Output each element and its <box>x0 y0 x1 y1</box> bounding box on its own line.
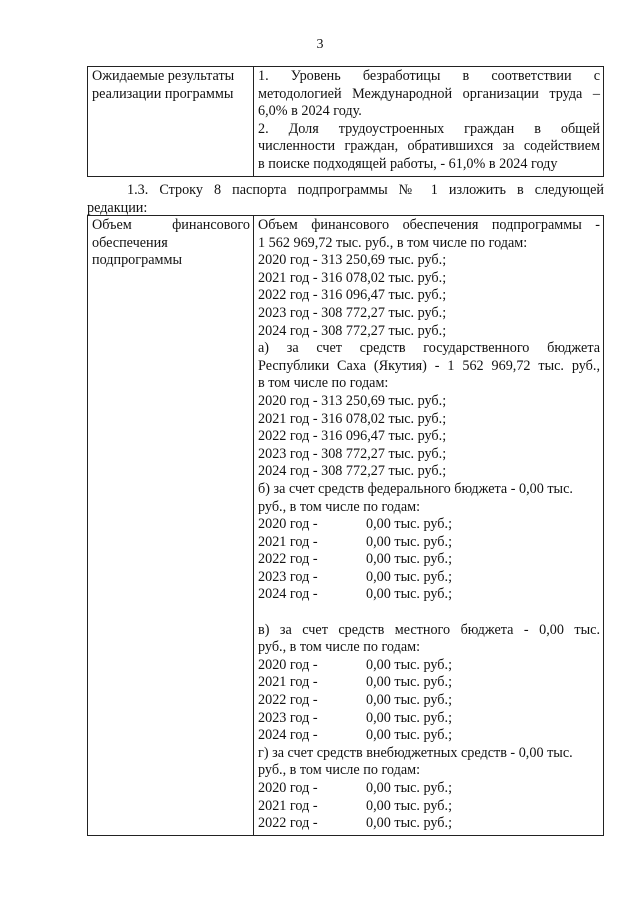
text-line: 1. Уровень безработицы в соответствии с <box>258 68 600 84</box>
year-label: 2021 год - <box>258 797 318 814</box>
year-row <box>258 798 600 816</box>
paragraph-line: редакции: <box>87 199 148 216</box>
year-row <box>258 586 600 604</box>
year-value: 0,00 тыс. руб.; <box>366 516 453 533</box>
row-label: Ожидаемые результаты реализации программы <box>88 67 254 177</box>
year-line: 2020 год - 313 250,69 тыс. руб.; <box>258 252 447 269</box>
section-heading: Республики Саха (Якутия) - 1 562 969,72 тыс. руб., <box>258 357 600 374</box>
amendment-paragraph <box>87 182 604 217</box>
text-line: 6,0% в 2024 году. <box>258 103 362 120</box>
year-row <box>258 692 600 710</box>
year-value: 0,00 тыс. руб.; <box>366 797 453 814</box>
section-heading: б) за счет средств федерального бюджета - 0,00 тыс. <box>258 480 573 497</box>
year-value: 0,00 тыс. руб.; <box>366 674 453 691</box>
results-table <box>87 66 604 177</box>
year-line: 2024 год - 308 772,27 тыс. руб.; <box>258 463 447 480</box>
text-line: в поиске подходящей работы, - 61,0% в 2024 году <box>258 155 558 172</box>
year-value: 0,00 тыс. руб.; <box>366 551 453 568</box>
paragraph-line: 1.3. Строку 8 паспорта подпрограммы № 1 изложить в следующей <box>127 182 604 198</box>
section-heading: руб., в том числе по годам: <box>258 498 421 515</box>
year-value: 0,00 тыс. руб.; <box>366 692 453 709</box>
year-line: 2020 год - 313 250,69 тыс. руб.; <box>258 392 447 409</box>
blank-line <box>258 604 600 622</box>
year-row <box>258 674 600 692</box>
page-number: 3 <box>316 37 324 52</box>
table-row <box>88 216 604 836</box>
year-line: 2024 год - 308 772,27 тыс. руб.; <box>258 322 447 339</box>
label-line: Объем финансового <box>92 217 250 233</box>
section-heading: в) за счет средств местного бюджета - 0,00 тыс. <box>258 621 600 638</box>
year-label: 2021 год - <box>258 674 318 691</box>
year-label: 2020 год - <box>258 516 318 533</box>
year-line: 2023 год - 308 772,27 тыс. руб.; <box>258 304 447 321</box>
year-line: 2022 год - 316 096,47 тыс. руб.; <box>258 287 447 304</box>
year-label: 2024 год - <box>258 586 318 603</box>
year-row <box>258 780 600 798</box>
text-line: 2. Доля трудоустроенных граждан в общей <box>258 120 600 137</box>
year-line: 2022 год - 316 096,47 тыс. руб.; <box>258 428 447 445</box>
row-label <box>88 216 254 836</box>
year-value: 0,00 тыс. руб.; <box>366 533 453 550</box>
year-label: 2024 год - <box>258 727 318 744</box>
text-line: численности граждан, обратившихся за содействием <box>258 138 600 155</box>
year-row <box>258 551 600 569</box>
text-line: методологией Международной организации труда – <box>258 85 600 102</box>
year-label: 2022 год - <box>258 692 318 709</box>
year-label: 2021 год - <box>258 533 318 550</box>
year-label: 2020 год - <box>258 780 318 796</box>
year-value: 0,00 тыс. руб.; <box>366 709 453 726</box>
label-line: обеспечения <box>92 234 168 251</box>
label-line: подпрограммы <box>92 252 182 269</box>
section-heading: руб., в том числе по годам: <box>258 762 421 779</box>
section-heading: г) за счет средств внебюджетных средств - 0,00 тыс. <box>258 744 573 761</box>
text-line: Объем финансового обеспечения подпрограммы - <box>258 217 600 233</box>
year-row <box>258 727 600 745</box>
row-content <box>254 216 604 836</box>
financing-table <box>87 215 604 836</box>
year-label: 2022 год - <box>258 815 318 832</box>
year-line: 2021 год - 316 078,02 тыс. руб.; <box>258 410 447 427</box>
year-label: 2022 год - <box>258 551 318 568</box>
year-value: 0,00 тыс. руб.; <box>366 656 453 673</box>
year-label: 2023 год - <box>258 709 318 726</box>
section-heading: в том числе по годам: <box>258 375 389 392</box>
year-value: 0,00 тыс. руб.; <box>366 727 453 744</box>
year-row <box>258 534 600 552</box>
year-row <box>258 569 600 587</box>
year-label: 2020 год - <box>258 656 318 673</box>
year-value: 0,00 тыс. руб.; <box>366 586 453 603</box>
row-content <box>254 67 604 177</box>
year-value: 0,00 тыс. руб.; <box>366 568 453 585</box>
section-heading: руб., в том числе по годам: <box>258 639 421 656</box>
year-row <box>258 815 600 833</box>
table-row <box>88 67 604 177</box>
year-row <box>258 710 600 728</box>
section-heading: а) за счет средств государственного бюджета <box>258 340 600 357</box>
year-line: 2021 год - 316 078,02 тыс. руб.; <box>258 269 447 286</box>
year-label: 2023 год - <box>258 568 318 585</box>
text-line: 1 562 969,72 тыс. руб., в том числе по годам: <box>258 234 528 251</box>
year-value: 0,00 тыс. руб.; <box>366 815 453 832</box>
year-line: 2023 год - 308 772,27 тыс. руб.; <box>258 445 447 462</box>
year-value: 0,00 тыс. руб.; <box>366 780 453 796</box>
year-row <box>258 657 600 675</box>
year-row <box>258 516 600 534</box>
